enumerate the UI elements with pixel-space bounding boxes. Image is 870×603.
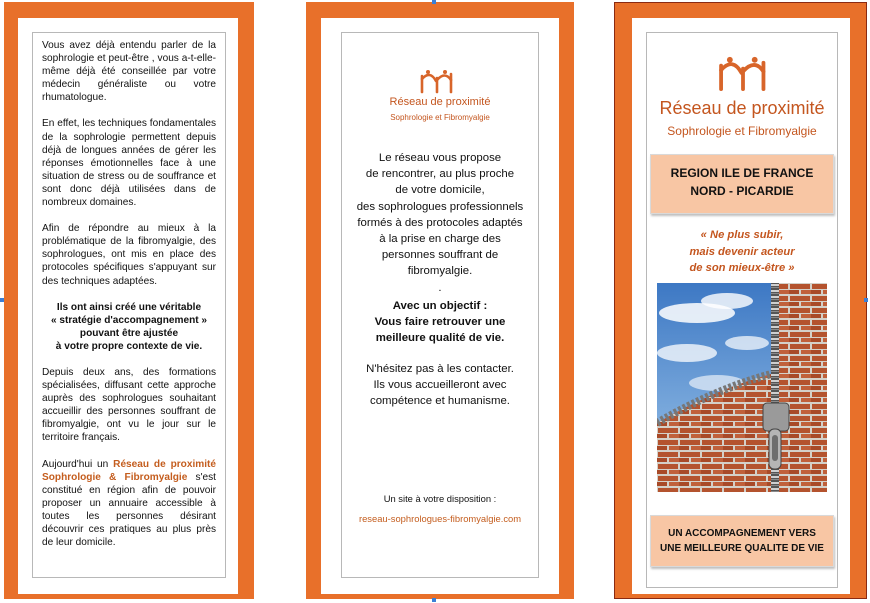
panel1-paragraph-5: Depuis deux ans, des formations spécialisées, diffusant cette approche auprès des sophrologues souhaitant accueillir des personnes souffrant de fibromyalgie, ont vu le jour sur le territoire français. bbox=[42, 366, 216, 444]
strategy-line-2: « stratégie d'accompagnement » bbox=[50, 314, 208, 326]
region-line-2: NORD - PICARDIE bbox=[690, 184, 794, 198]
tagline-line-1: UN ACCOMPAGNEMENT VERS bbox=[668, 528, 816, 539]
selection-handle[interactable] bbox=[0, 298, 4, 302]
network-logo-icon bbox=[419, 68, 455, 94]
objective-line: Vous faire retrouver une bbox=[374, 316, 506, 329]
intro-line: Le réseau vous propose bbox=[378, 152, 502, 164]
strategy-line-1: Ils ont ainsi créé une véritable bbox=[56, 301, 202, 313]
selection-handle[interactable] bbox=[432, 598, 436, 602]
intro-line: de rencontrer, au plus proche bbox=[365, 168, 515, 181]
contact-line: N'hésitez pas à les contacter. bbox=[366, 363, 514, 375]
tagline-box bbox=[650, 515, 834, 567]
quote-line: de son mieux-être » bbox=[689, 262, 795, 274]
panel1-paragraph-3: Afin de répondre au mieux à la problématique de la fibromyalgie, des sophrologues, ont mis en place des protocoles spécifiques s'appuyant sur des techniques adaptées. bbox=[42, 223, 216, 287]
panel1-paragraph-2: En effet, les techniques fondamentales de la sophrologie permettent depuis déjà de longues années de gérer les réponses émotionnelles face à une situation de stress ou de souffrance et sont donc déjà utilisées dans de nombreux domaines. bbox=[42, 118, 216, 209]
intro-line: de votre domicile, bbox=[395, 184, 485, 197]
logo-subtitle: Sophrologie et Fibromyalgie bbox=[667, 124, 817, 138]
paragraph-6-suffix: s'est constitué en région afin de pouvoir proposer un annuaire accessible à toutes les personnes désirant découvrir ces pratiques au plus près de leur domicile. bbox=[42, 471, 216, 549]
strategy-line-3: pouvant être ajustée bbox=[79, 327, 179, 339]
intro-line: à la prise en charge des bbox=[379, 233, 501, 246]
selection-handle[interactable] bbox=[864, 298, 868, 302]
intro-line: des sophrologues professionnels bbox=[356, 200, 524, 213]
panel1-paragraph-1: Vous avez déjà entendu parler de la sophrologie et peut-être , vous a-t-elle-même déjà été conseillée par votre médecin généraliste ou votre rhumatologue. bbox=[42, 40, 216, 104]
intro-line: . bbox=[438, 281, 442, 294]
tagline-line-2: UNE MEILLEURE QUALITE DE VIE bbox=[660, 543, 824, 554]
quote bbox=[646, 227, 838, 277]
panel1-paragraph-4 bbox=[42, 301, 216, 353]
network-logo-icon bbox=[716, 54, 770, 92]
strategy-line-4: à votre propre contexte de vie. bbox=[55, 340, 203, 352]
intro-text bbox=[341, 150, 539, 296]
panel-right bbox=[612, 0, 870, 603]
zipper-brick-wall-photo bbox=[657, 283, 827, 492]
objective-line: meilleure qualité de vie. bbox=[375, 332, 505, 345]
logo-title: Réseau de proximité bbox=[659, 98, 825, 118]
region-box bbox=[650, 154, 834, 214]
objective-text bbox=[341, 298, 539, 347]
panel-left bbox=[0, 0, 268, 603]
panel1-body bbox=[42, 39, 216, 562]
contact-line: Ils vous accueilleront avec bbox=[373, 379, 507, 392]
logo-title: Réseau de proximité bbox=[389, 96, 491, 108]
site-url-link[interactable]: reseau-sophrologues-fibromyalgie.com bbox=[358, 513, 522, 524]
contact-line: compétence et humanisme. bbox=[370, 395, 510, 408]
intro-line: personnes souffrant de bbox=[381, 249, 499, 262]
paragraph-6-prefix: Aujourd'hui un bbox=[42, 458, 114, 470]
logo-subtitle: Sophrologie et Fibromyalgie bbox=[390, 113, 490, 122]
quote-line: « Ne plus subir, bbox=[700, 229, 784, 241]
network-name-highlight: Réseau de proximité Sophrologie & Fibromyalgie bbox=[42, 458, 217, 483]
region-line-1: REGION ILE DE FRANCE bbox=[670, 166, 814, 180]
panel1-paragraph-6 bbox=[42, 458, 216, 550]
intro-line: fibromyalgie. bbox=[407, 265, 473, 278]
intro-line: formés à des protocoles adaptés bbox=[357, 216, 523, 229]
objective-line: Avec un objectif : bbox=[392, 300, 488, 312]
contact-text bbox=[341, 361, 539, 410]
panel-middle bbox=[290, 0, 588, 603]
selection-handle[interactable] bbox=[432, 0, 436, 4]
quote-line: mais devenir acteur bbox=[689, 245, 795, 258]
site-label: Un site à votre disposition : bbox=[383, 493, 497, 504]
